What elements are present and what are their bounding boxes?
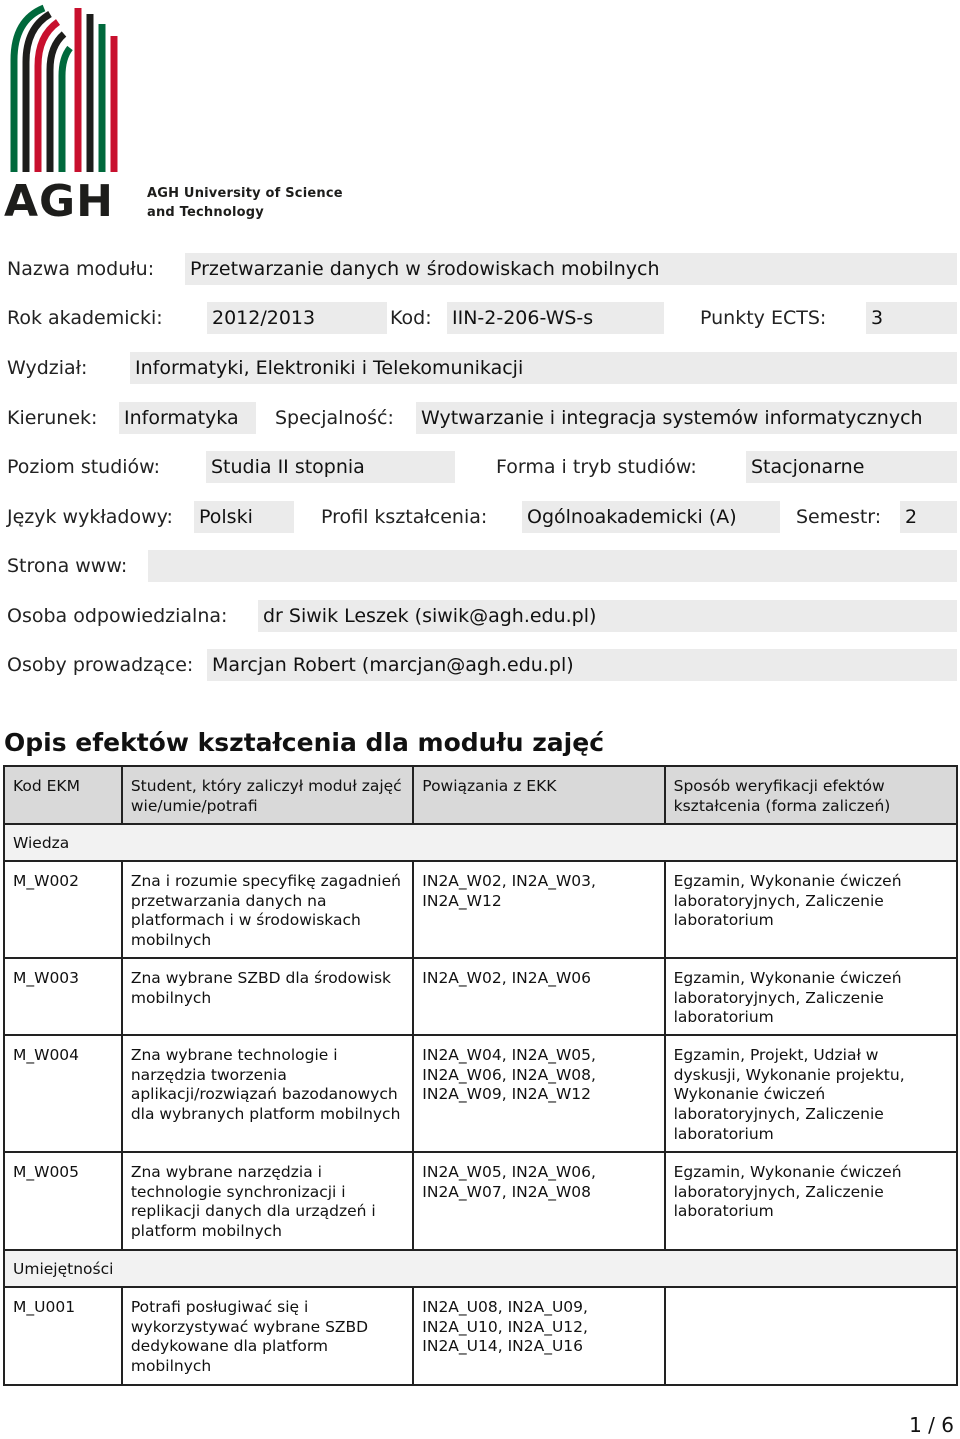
- agh-logo-mark: [4, 0, 124, 172]
- label-prowadzace: Osoby prowadzące:: [7, 654, 194, 676]
- cell-weryfikacja: Egzamin, Projekt, Udział w dyskusji, Wykonanie projektu, Wykonanie ćwiczeń laboratoryjnych, Zaliczenie laboratorium: [665, 1035, 957, 1152]
- cell-kod: M_U001: [4, 1287, 122, 1385]
- effects-table: [3, 765, 958, 1386]
- value-semestr: 2: [900, 501, 957, 533]
- row-rok: [0, 302, 960, 334]
- table-header-row: [4, 766, 957, 824]
- group-label: Umiejętności: [4, 1250, 957, 1287]
- label-wydzial: Wydział:: [7, 357, 88, 379]
- label-forma: Forma i tryb studiów:: [496, 456, 697, 478]
- cell-powiazania: IN2A_W04, IN2A_W05, IN2A_W06, IN2A_W08, IN2A_W09, IN2A_W12: [413, 1035, 664, 1152]
- value-profil: Ogólnoakademicki (A): [522, 501, 780, 533]
- header-powiazania: Powiązania z EKK: [413, 766, 664, 824]
- label-specjalnosc: Specjalność:: [275, 407, 394, 429]
- table-row: [4, 861, 957, 958]
- value-jezyk: Polski: [194, 501, 294, 533]
- cell-opis: Zna wybrane technologie i narzędzia tworzenia aplikacji/rozwiązań bazodanowych dla wybranych platform mobilnych: [122, 1035, 413, 1152]
- row-odpowiedzialna: [0, 600, 960, 632]
- header-kod-ekm: Kod EKM: [4, 766, 122, 824]
- label-rok: Rok akademicki:: [7, 307, 163, 329]
- value-kod: IIN-2-206-WS-s: [447, 302, 664, 334]
- section-title: Opis efektów kształcenia dla modułu zajęć: [4, 728, 605, 757]
- cell-kod: M_W004: [4, 1035, 122, 1152]
- cell-powiazania: IN2A_W05, IN2A_W06, IN2A_W07, IN2A_W08: [413, 1152, 664, 1250]
- cell-opis: Zna wybrane SZBD dla środowisk mobilnych: [122, 958, 413, 1035]
- table-row: [4, 958, 957, 1035]
- table-row: [4, 1035, 957, 1152]
- header-sposob: Sposób weryfikacji efektów kształcenia (forma zaliczeń): [665, 766, 957, 824]
- value-wydzial: Informatyki, Elektroniki i Telekomunikacji: [130, 352, 957, 384]
- value-odpowiedzialna: dr Siwik Leszek (siwik@agh.edu.pl): [258, 600, 957, 632]
- value-www: [148, 550, 957, 582]
- value-ects: 3: [866, 302, 957, 334]
- cell-weryfikacja: Egzamin, Wykonanie ćwiczeń laboratoryjnych, Zaliczenie laboratorium: [665, 958, 957, 1035]
- value-nazwa: Przetwarzanie danych w środowiskach mobilnych: [185, 253, 957, 285]
- cell-powiazania: IN2A_U08, IN2A_U09, IN2A_U10, IN2A_U12, IN2A_U14, IN2A_U16: [413, 1287, 664, 1385]
- row-wydzial: [0, 352, 960, 384]
- cell-opis: Zna wybrane narzędzia i technologie synchronizacji i replikacji danych dla urządzeń i platform mobilnych: [122, 1152, 413, 1250]
- group-row: [4, 824, 957, 861]
- cell-opis: Zna i rozumie specyfikę zagadnień przetwarzania danych na platformach i w środowiskach mobilnych: [122, 861, 413, 958]
- table-row: [4, 1287, 957, 1385]
- value-specjalnosc: Wytwarzanie i integracja systemów informatycznych: [416, 402, 957, 434]
- university-name-line1: AGH University of Science: [147, 186, 343, 201]
- row-poziom: [0, 451, 960, 483]
- cell-weryfikacja: [665, 1287, 957, 1385]
- value-poziom: Studia II stopnia: [206, 451, 455, 483]
- cell-weryfikacja: Egzamin, Wykonanie ćwiczeń laboratoryjnych, Zaliczenie laboratorium: [665, 1152, 957, 1250]
- label-kod: Kod:: [390, 307, 432, 329]
- label-jezyk: Język wykładowy:: [7, 506, 173, 528]
- cell-kod: M_W005: [4, 1152, 122, 1250]
- header-student: Student, który zaliczył moduł zajęć wie/umie/potrafi: [122, 766, 413, 824]
- label-odpowiedzialna: Osoba odpowiedzialna:: [7, 605, 228, 627]
- value-prowadzace: Marcjan Robert (marcjan@agh.edu.pl): [207, 649, 957, 681]
- group-row: [4, 1250, 957, 1287]
- label-kierunek: Kierunek:: [7, 407, 98, 429]
- value-kierunek: Informatyka: [119, 402, 256, 434]
- row-nazwa: [0, 253, 960, 285]
- cell-kod: M_W003: [4, 958, 122, 1035]
- value-rok: 2012/2013: [207, 302, 387, 334]
- row-www: [0, 550, 960, 582]
- label-poziom: Poziom studiów:: [7, 456, 161, 478]
- value-forma: Stacjonarne: [746, 451, 957, 483]
- cell-weryfikacja: Egzamin, Wykonanie ćwiczeń laboratoryjnych, Zaliczenie laboratorium: [665, 861, 957, 958]
- label-www: Strona www:: [7, 555, 128, 577]
- label-nazwa: Nazwa modułu:: [7, 258, 155, 280]
- table-row: [4, 1152, 957, 1250]
- university-name-line2: and Technology: [147, 205, 264, 220]
- group-label: Wiedza: [4, 824, 957, 861]
- cell-powiazania: IN2A_W02, IN2A_W06: [413, 958, 664, 1035]
- row-kierunek: [0, 402, 960, 434]
- label-semestr: Semestr:: [796, 506, 882, 528]
- cell-kod: M_W002: [4, 861, 122, 958]
- label-ects: Punkty ECTS:: [700, 307, 827, 329]
- cell-powiazania: IN2A_W02, IN2A_W03, IN2A_W12: [413, 861, 664, 958]
- agh-wordmark: AGH: [4, 176, 114, 227]
- cell-opis: Potrafi posługiwać się i wykorzystywać wybrane SZBD dedykowane dla platform mobilnych: [122, 1287, 413, 1385]
- row-jezyk: [0, 501, 960, 533]
- page-number: 1 / 6: [909, 1413, 954, 1437]
- row-prowadzace: [0, 649, 960, 681]
- label-profil: Profil kształcenia:: [321, 506, 488, 528]
